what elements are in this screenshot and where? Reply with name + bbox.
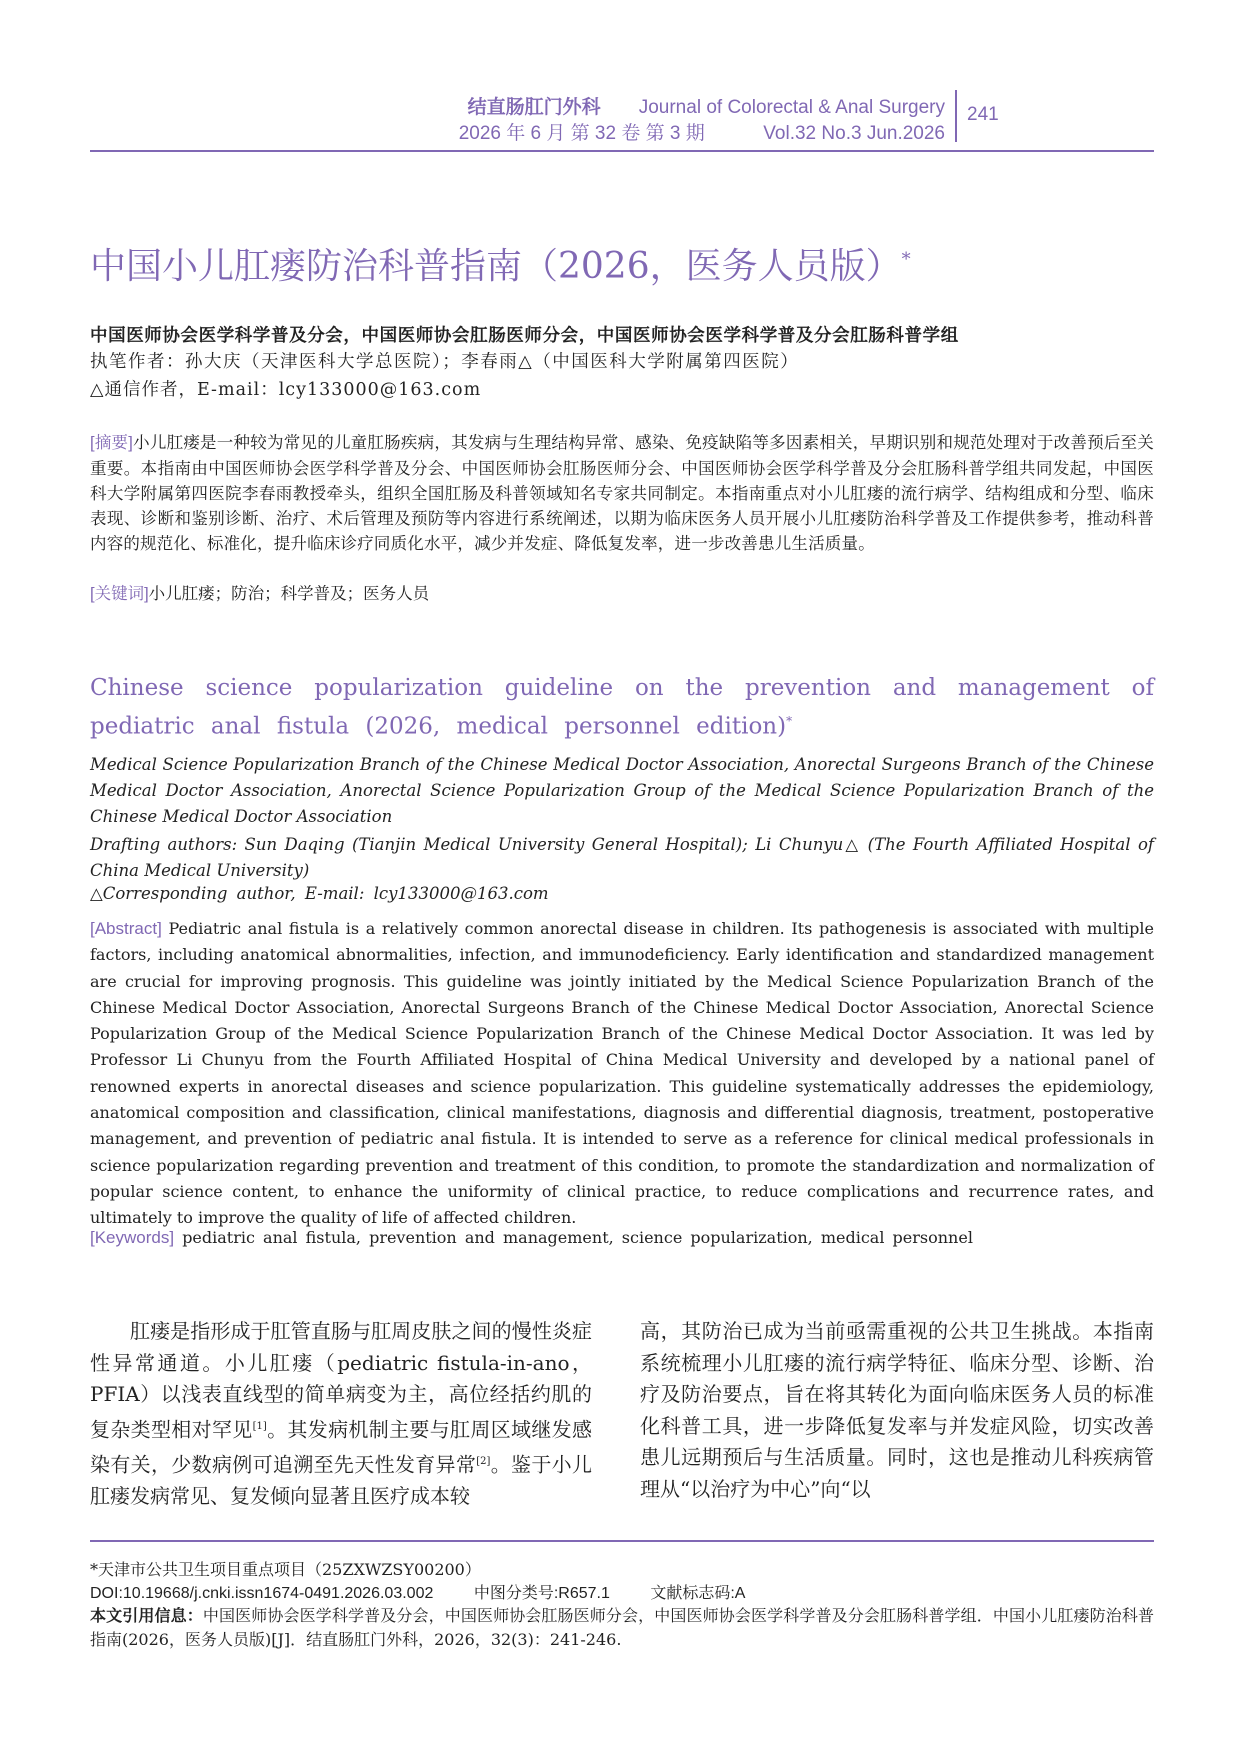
body-paragraph bbox=[90, 1316, 592, 1512]
cn-keywords-tag: [关键词] bbox=[90, 585, 149, 603]
citation-info bbox=[90, 1604, 1154, 1652]
cn-title-text: 中国小儿肛瘘防治科普指南（2026，医务人员版） bbox=[90, 246, 902, 287]
journal-name-en: Journal of Colorectal & Anal Surgery bbox=[638, 97, 945, 118]
cn-authors: 执笔作者：孙大庆（天津医科大学总医院）；李春雨△（中国医科大学附属第四医院） bbox=[90, 352, 800, 372]
page-number: 241 bbox=[967, 104, 999, 125]
en-abstract-text: Pediatric anal fistula is a relatively common anorectal disease in children. Its pathogenesis is associated with multiple factors, including anatomical abnormalities, infection, and immunodeficiency. Early identification and standardized management are crucial for improving prognosis. This guideline was jointly initiated by the Medical Science Popularization Branch of the Chinese Medical Doctor Association, Anorectal Surgeons Branch of the Chinese Medical Doctor Association, Anorectal Science Popularization Group of the Medical Science Popularization Branch of the Chinese Medical Doctor Association. It was led by Professor Li Chunyu from the Fourth Affiliated Hospital of China Medical University and developed by a national panel of renowned experts in anorectal diseases and science popularization. This guideline systematically addresses the epidemiology, anatomical composition and classification, clinical manifestations, diagnosis and differential diagnosis, treatment, postoperative management, and prevention of pediatric anal fistula. It is intended to serve as a reference for clinical medical professionals in science popularization regarding prevention and treatment of this condition, to promote the standardization and normalization of popular science content, to enhance the uniformity of clinical practice, to reduce complications and recurrence rates, and ultimately to improve the quality of life of affected children. bbox=[90, 919, 1155, 1228]
en-organizations: Medical Science Popularization Branch of the Chinese Medical Doctor Association, Anorectal Surgeons Branch of the Chinese Medical Doctor Association, Anorectal Science Popularization Group of the Medical Science Popularization Branch of the Chinese Medical Doctor Association bbox=[90, 755, 1154, 826]
en-title bbox=[90, 672, 1154, 744]
journal-name-cn: 结直肠肛门外科 bbox=[467, 97, 601, 118]
document-code: 文献标志码:A bbox=[650, 1585, 746, 1602]
en-title-text: Chinese science popularization guideline on the prevention and management of pediatric anal fistula (2026, medical personnel edition) bbox=[90, 675, 1154, 740]
running-header-issue bbox=[459, 118, 945, 145]
body-column-left bbox=[90, 1316, 592, 1512]
body-text-2: 。其发病机制主要与肛周区域继发感染有关，少数病例可追溯至先天性发育异常 bbox=[90, 1417, 592, 1477]
cn-title bbox=[90, 238, 911, 289]
cn-abstract-tag: [摘要] bbox=[90, 434, 134, 452]
en-keywords bbox=[90, 1228, 973, 1248]
citation-ref-2[interactable]: [2] bbox=[476, 1455, 491, 1467]
en-abstract-tag: [Abstract] bbox=[90, 919, 162, 938]
cn-keywords bbox=[90, 580, 429, 604]
body-text-1: 肛瘘是指形成于肛管直肠与肛周皮肤之间的慢性炎症性异常通道。小儿肛瘘（pediatric fistula-in-ano，PFIA）以浅表直线型的简单病变为主，高位经括约肌的复杂类型相对罕见 bbox=[90, 1319, 592, 1442]
header-rule bbox=[90, 150, 1154, 152]
body-column-right bbox=[640, 1316, 1154, 1505]
en-keywords-tag: [Keywords] bbox=[90, 1228, 175, 1247]
issue-en: Vol.32 No.3 Jun.2026 bbox=[763, 123, 945, 144]
cn-abstract-text: 小儿肛瘘是一种较为常见的儿童肛肠疾病，其发病与生理结构异常、感染、免疫缺陷等多因素相关，早期识别和规范处理对于改善预后至关重要。本指南由中国医师协会医学科学普及分会、中国医师协会肛肠医师分会、中国医师协会医学科学普及分会肛肠科普学组共同发起，中国医科大学附属第四医院李春雨教授牵头，组织全国肛肠及科普领域知名专家共同制定。本指南重点对小儿肛瘘的流行病学、结构组成和分型、临床表现、诊断和鉴别诊断、治疗、术后管理及预防等内容进行系统阐述，以期为临床医务人员开展小儿肛瘘防治科学普及工作提供参考，推动科普内容的规范化、标准化，提升临床诊疗同质化水平，减少并发症、降低复发率，进一步改善患儿生活质量。 bbox=[90, 433, 1154, 553]
citation-text: 中国医师协会医学科学普及分会，中国医师协会肛肠医师分会，中国医师协会医学科学普及分会肛肠科普学组．中国小儿肛瘘防治科普指南(2026，医务人员版)[J]．结直肠肛门外科，2026，32(3)：241-246. bbox=[90, 1606, 1154, 1649]
issue-cn: 2026 年 6 月 第 32 卷 第 3 期 bbox=[458, 123, 705, 144]
en-keywords-text: pediatric anal fistula, prevention and management, science popularization, medical personnel bbox=[182, 1228, 973, 1247]
body-paragraph-continued: 高，其防治已成为当前亟需重视的公共卫生挑战。本指南系统梳理小儿肛瘘的流行病学特征、临床分型、诊断、治疗及防治要点，旨在将其转化为面向临床医务人员的标准化科普工具，进一步降低复发率与并发症风险，切实改善患儿远期预后与生活质量。同时，这也是推动儿科疾病管理从“以治疗为中心”向“以 bbox=[640, 1319, 1154, 1501]
citation-ref-1[interactable]: [1] bbox=[252, 1420, 267, 1432]
header-separator bbox=[955, 90, 957, 142]
doi: DOI:10.19668/j.cnki.issn1674-0491.2026.03.002 bbox=[90, 1585, 434, 1602]
body-text-3: 。鉴于小儿肛瘘发病常见、复发倾向显著且医疗成本较 bbox=[90, 1452, 593, 1508]
cn-title-mark: * bbox=[901, 249, 911, 270]
cn-abstract bbox=[90, 430, 1154, 556]
cn-organizations: 中国医师协会医学科学普及分会，中国医师协会肛肠医师分会，中国医师协会医学科学普及分会肛肠科普学组 bbox=[90, 326, 959, 346]
en-authors: Drafting authors: Sun Daqing (Tianjin Medical University General Hospital); Li Chunyu△ (The Fourth Affiliated Hospital of China Medical University) bbox=[90, 835, 1154, 880]
clc-number: 中图分类号:R657.1 bbox=[473, 1585, 610, 1602]
cn-corresponding-author: △通信作者，E-mail：lcy133000@163.com bbox=[90, 380, 482, 400]
footnote-rule bbox=[90, 1540, 1154, 1542]
en-title-mark: * bbox=[786, 714, 793, 728]
cn-keywords-text: 小儿肛瘘；防治；科学普及；医务人员 bbox=[148, 584, 430, 603]
en-corresponding-author: △Corresponding author, E-mail: lcy133000@163.com bbox=[90, 884, 549, 903]
funding-footnote: *天津市公共卫生项目重点项目（25ZXWZSY00200） bbox=[90, 1560, 481, 1579]
en-abstract bbox=[90, 916, 1154, 1232]
article-identifiers bbox=[90, 1580, 781, 1603]
running-header-journal bbox=[468, 92, 945, 119]
citation-tag: 本文引用信息： bbox=[90, 1606, 203, 1625]
